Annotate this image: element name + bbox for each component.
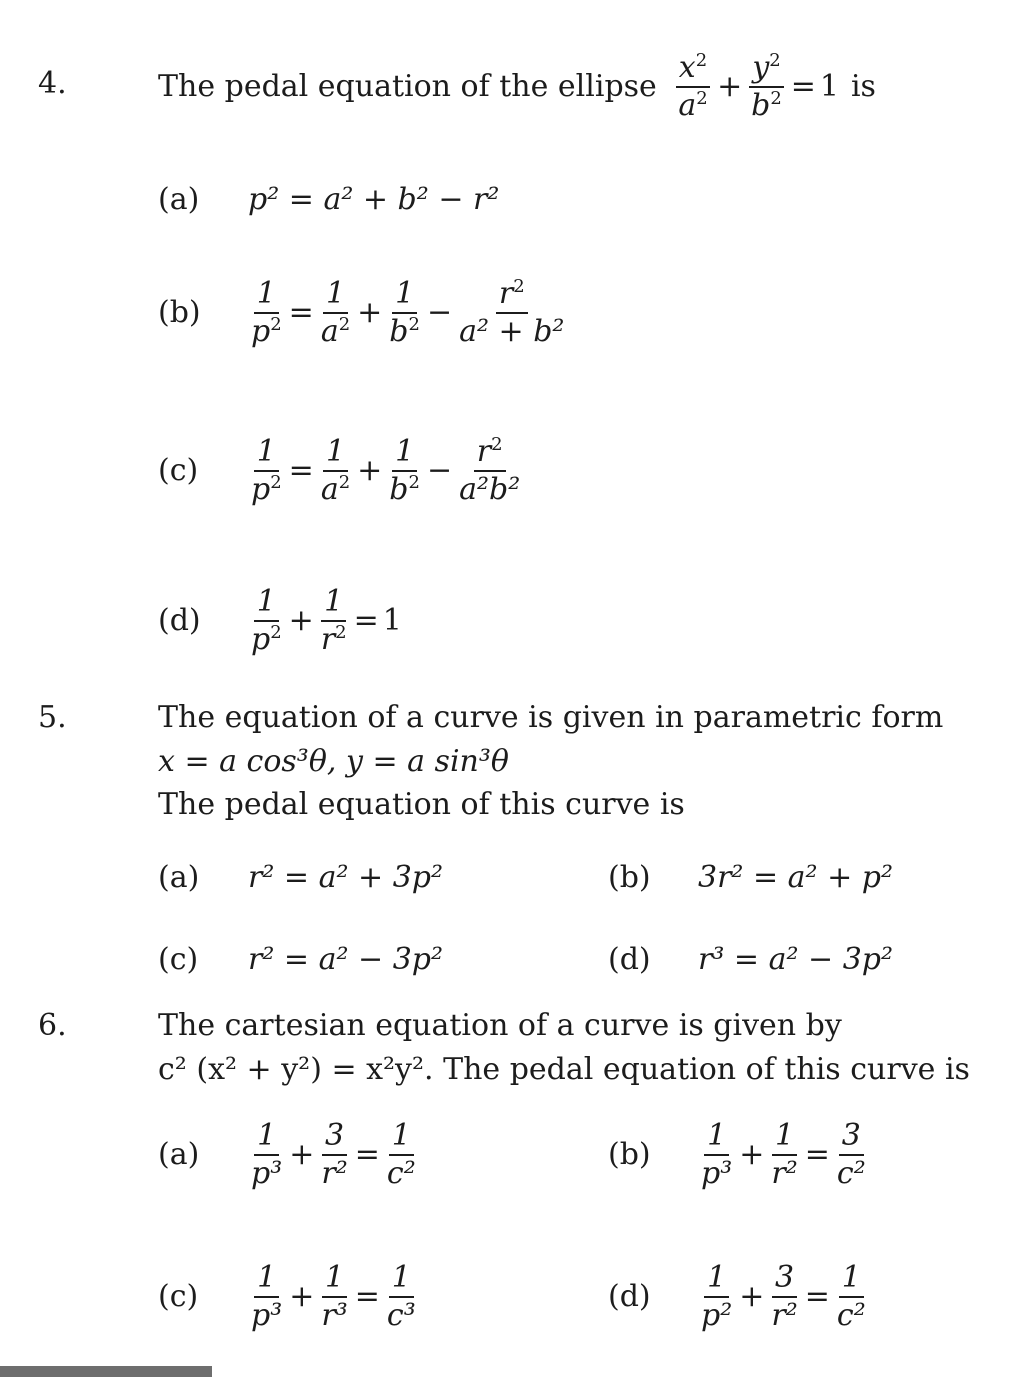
- question-6-number: 6.: [38, 1008, 67, 1043]
- question-6-line-2: c² (x² + y²) = x²y². The pedal equation of this curve is: [158, 1052, 970, 1087]
- question-4-number: 4.: [38, 66, 67, 101]
- question-5-line-3: The pedal equation of this curve is: [158, 787, 685, 822]
- q6-option-c[interactable]: (c) $\frac{1}{\text{p³}}$ + $\frac{1}{\text{r³}}$ = $\frac{1}{\text{c³}}$: [158, 1260, 416, 1333]
- q6-option-d[interactable]: (d) $\frac{1}{\text{p²}}$ + $\frac{3}{\text{r²}}$ = $\frac{1}{\text{c²}}$: [608, 1260, 866, 1333]
- question-6-line-1: The cartesian equation of a curve is given by: [158, 1008, 842, 1043]
- ellipse-equation: $\frac{x^2}{a^2}$ + $\frac{y^2}{b^2}$ = 1: [673, 52, 839, 121]
- bottom-divider-bar: [0, 1366, 212, 1377]
- q6-option-a[interactable]: (a) $\frac{1}{\text{p³}}$ + $\frac{3}{\text{r²}}$ = $\frac{1}{\text{c²}}$: [158, 1118, 416, 1191]
- ellipse-x-fraction: $\frac{x^2}{a^2}$: [676, 52, 710, 121]
- q4-option-a[interactable]: (a) p² = a² + b² − r²: [158, 182, 500, 217]
- ellipse-y-fraction: $\frac{y^2}{b^2}$: [751, 50, 782, 123]
- q5-option-a[interactable]: (a) r² = a² + 3p²: [158, 860, 444, 895]
- q4-option-c[interactable]: (c) $\frac{1}{p^2}$ = $\frac{1}{a^2}$ + $\frac{1}{b^2}$ − $\frac{r^2}{\text{a²b²}}$: [158, 434, 521, 507]
- question-5-line-1: The equation of a curve is given in parametric form: [158, 700, 944, 735]
- question-5-parametric-equation: x = a cos³θ, y = a sin³θ: [158, 744, 509, 779]
- q6-option-b[interactable]: (b) $\frac{1}{\text{p³}}$ + $\frac{1}{\text{r²}}$ = $\frac{3}{\text{c²}}$: [608, 1118, 866, 1191]
- q5-option-c[interactable]: (c) r² = a² − 3p²: [158, 942, 444, 977]
- q5-option-b[interactable]: (b) 3r² = a² + p²: [608, 860, 894, 895]
- question-4-stem-text: The pedal equation of the ellipse: [158, 69, 657, 104]
- q5-option-d[interactable]: (d) r³ = a² − 3p²: [608, 942, 894, 977]
- question-5-number: 5.: [38, 700, 67, 735]
- question-4-stem: The pedal equation of the ellipse $\frac{x^2}{a^2}$ + $\frac{y^2}{b^2}$ = 1 is: [158, 50, 876, 123]
- q4-option-b[interactable]: (b) $\frac{1}{p^2}$ = $\frac{1}{a^2}$ + $\frac{1}{b^2}$ − $\frac{r^2}{\text{a² + b²}}$: [158, 276, 565, 349]
- q4-option-d[interactable]: (d) $\frac{1}{p^2}$ + $\frac{1}{r^2}$ = 1: [158, 584, 402, 657]
